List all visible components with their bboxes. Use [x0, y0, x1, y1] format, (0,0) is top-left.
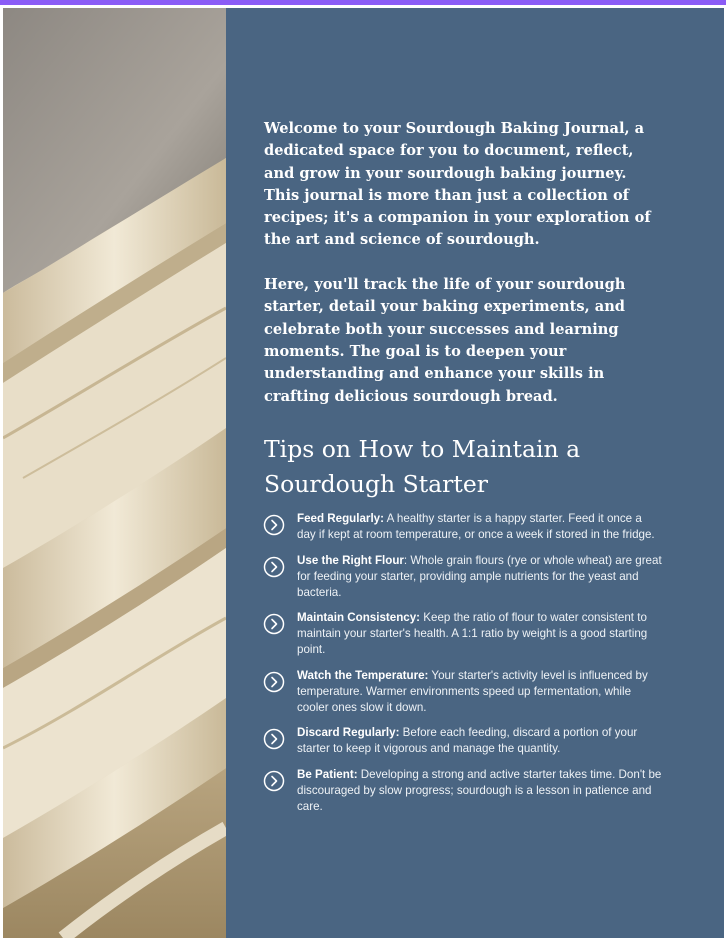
list-item: [262, 511, 662, 543]
tip-text: Keep the ratio of flour to water consistent to maintain your starter's health. A 1:1 ratio by weight is a good starting point.: [297, 611, 648, 656]
intro-paragraph-2: Here, you'll track the life of your sourdough starter, detail your baking experiments, and celebrate both your successes and learning moments. The goal is to deepen your understanding and enhance your skills in crafting delicious sourdough bread.: [264, 276, 626, 405]
list-item: [262, 668, 662, 716]
tip-title: Maintain Consistency:: [297, 611, 421, 624]
tip-text: A healthy starter is a happy starter. Feed it once a day if kept at room temperature, or once a week if stored in the fridge.: [297, 512, 655, 541]
chevron-right-circle-icon: [263, 613, 285, 635]
tip-text: Before each feeding, discard a portion of your starter to keep it vigorous and manage the quantity.: [297, 726, 638, 755]
list-item: [262, 767, 662, 815]
intro-paragraph-1: Welcome to your Sourdough Baking Journal, a dedicated space for you to document, reflect, and grow in your sourdough baking journey. This journal is more than just a collection of recipes; it's a companion in your exploration of the art and science of sourdough.: [264, 120, 651, 249]
list-item: [262, 725, 662, 757]
tip-title: Watch the Temperature:: [297, 668, 429, 682]
chevron-right-circle-icon: [263, 556, 285, 578]
tip-text: Your starter's activity level is influenced by temperature. Warmer environments speed up fermentation, while cooler ones slow it down.: [297, 668, 648, 714]
chevron-right-circle-icon: [263, 671, 285, 693]
tips-list: [262, 511, 662, 824]
list-item: [262, 610, 662, 658]
tip-title: Discard Regularly:: [297, 726, 400, 739]
chevron-right-circle-icon: [263, 728, 285, 750]
tip-title: Use the Right Flour: [297, 553, 404, 567]
tip-title: Feed Regularly:: [297, 512, 384, 525]
top-accent-bar: [0, 0, 726, 5]
list-item: [262, 553, 662, 601]
content-panel: [226, 8, 724, 938]
tip-text: Developing a strong and active starter takes time. Don't be discouraged by slow progress; sourdough is a lesson in patience and care.: [297, 767, 662, 813]
tip-text: : Whole grain flours (rye or whole wheat) are great for feeding your starter, providing ample nutrients for the yeast and bacteria.: [297, 553, 662, 599]
chevron-right-circle-icon: [263, 770, 285, 792]
intro-text: [264, 118, 662, 430]
chevron-right-circle-icon: [263, 514, 285, 536]
tip-title: Be Patient:: [297, 767, 358, 781]
tips-heading: Tips on How to Maintain a Sourdough Starter: [264, 435, 581, 498]
flour-dough-photo: [3, 8, 226, 938]
